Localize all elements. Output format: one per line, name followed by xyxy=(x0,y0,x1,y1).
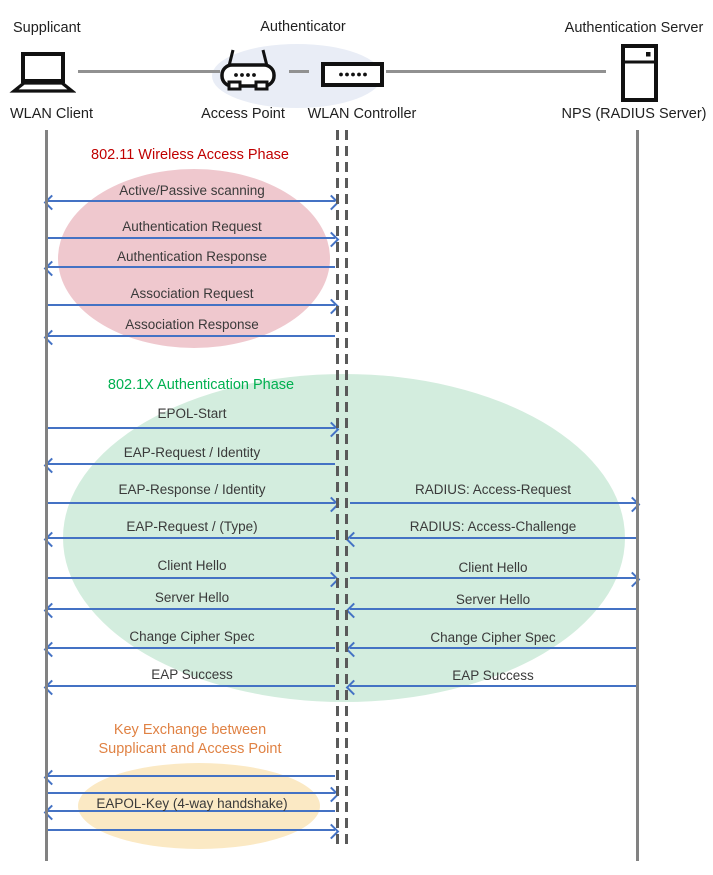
lifeline-nps-server xyxy=(636,130,639,861)
arrow-epol-start xyxy=(48,427,335,429)
label-eap-success-right: EAP Success xyxy=(452,668,534,683)
arrow-change-cipher-spec-left xyxy=(48,647,335,649)
arrow-active-passive-scanning xyxy=(48,200,335,202)
label-eap-request-identity: EAP-Request / Identity xyxy=(123,445,261,460)
label-epol-start: EPOL-Start xyxy=(157,406,227,421)
phase2-title: 802.1X Authentication Phase xyxy=(107,377,295,393)
role-supplicant: Supplicant xyxy=(13,20,81,36)
access-point-icon xyxy=(219,49,277,92)
arrow-radius-access-request xyxy=(350,502,636,504)
connector-controller-server xyxy=(386,70,606,73)
arrow-authentication-request xyxy=(48,237,335,239)
arrow-association-response xyxy=(48,335,335,337)
label-nps-radius-server: NPS (RADIUS Server) xyxy=(561,106,707,122)
label-change-cipher-spec-left: Change Cipher Spec xyxy=(129,629,255,644)
arrow-client-hello-right xyxy=(350,577,636,579)
arrow-eapol-key-4 xyxy=(48,829,335,831)
label-server-hello-left: Server Hello xyxy=(154,590,230,605)
label-authentication-request: Authentication Request xyxy=(122,219,262,234)
label-access-point: Access Point xyxy=(201,106,285,122)
lifeline-wlan-controller-dash-1 xyxy=(336,130,339,848)
role-authentication-server: Authentication Server xyxy=(564,20,704,36)
arrow-eap-success-left xyxy=(48,685,335,687)
arrow-eap-response-identity xyxy=(48,502,335,504)
server-icon xyxy=(621,44,658,102)
arrow-change-cipher-spec-right xyxy=(350,647,636,649)
label-eapol-key-handshake: EAPOL-Key (4-way handshake) xyxy=(96,796,288,811)
arrow-radius-access-challenge xyxy=(350,537,636,539)
label-server-hello-right: Server Hello xyxy=(455,592,531,607)
label-client-hello-left: Client Hello xyxy=(157,558,227,573)
arrow-association-request xyxy=(48,304,335,306)
arrow-client-hello-left xyxy=(48,577,335,579)
label-association-request: Association Request xyxy=(130,286,254,301)
arrow-authentication-response xyxy=(48,266,335,268)
wlan-controller-icon xyxy=(321,62,384,87)
label-eap-success-left: EAP Success xyxy=(151,667,233,682)
phase1-title: 802.11 Wireless Access Phase xyxy=(91,147,289,163)
connector-ap-controller xyxy=(289,70,309,73)
role-authenticator: Authenticator xyxy=(260,19,346,35)
label-change-cipher-spec-right: Change Cipher Spec xyxy=(430,630,556,645)
phase3-title-line1: Key Exchange between xyxy=(113,722,267,738)
label-radius-access-request: RADIUS: Access-Request xyxy=(414,482,572,497)
label-wlan-client: WLAN Client xyxy=(10,106,93,122)
label-client-hello-right: Client Hello xyxy=(458,560,528,575)
lifeline-wlan-controller-dash-2 xyxy=(345,130,348,848)
phase3-title-line2: Supplicant and Access Point xyxy=(98,741,282,757)
label-association-response: Association Response xyxy=(125,317,259,332)
label-authentication-response: Authentication Response xyxy=(116,249,268,264)
arrow-eap-request-identity xyxy=(48,463,335,465)
arrow-eapol-key-1 xyxy=(48,775,335,777)
arrow-server-hello-right xyxy=(350,608,636,610)
arrow-eap-success-right xyxy=(350,685,636,687)
connector-client-ap xyxy=(78,70,220,73)
label-active-passive-scanning: Active/Passive scanning xyxy=(119,183,265,198)
label-radius-access-challenge: RADIUS: Access-Challenge xyxy=(409,519,577,534)
label-eap-request-type: EAP-Request / (Type) xyxy=(126,519,258,534)
arrow-server-hello-left xyxy=(48,608,335,610)
arrow-eapol-key-2 xyxy=(48,792,335,794)
label-eap-response-identity: EAP-Response / Identity xyxy=(118,482,266,497)
laptop-icon xyxy=(8,52,76,94)
label-wlan-controller: WLAN Controller xyxy=(307,106,417,122)
arrow-eap-request-type xyxy=(48,537,335,539)
